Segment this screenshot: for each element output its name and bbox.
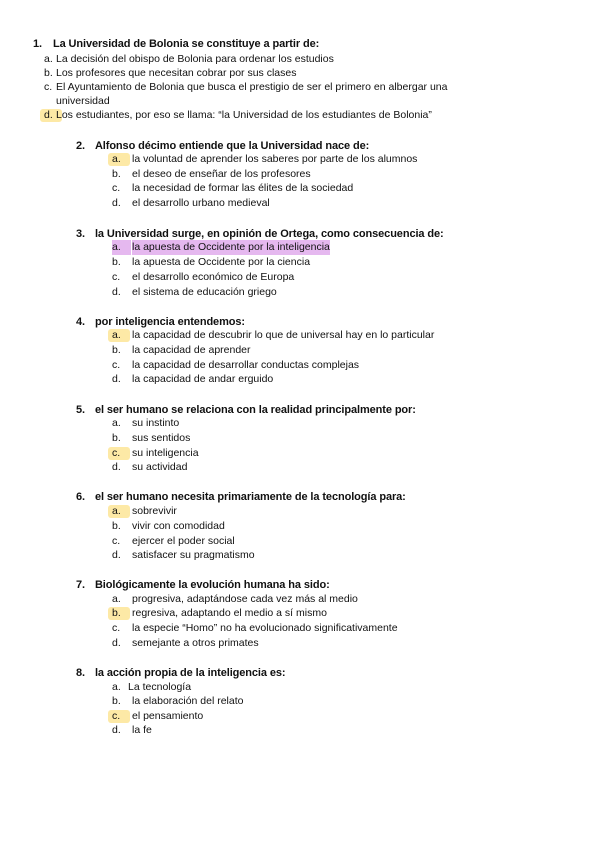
question-7-title: 7. Biológicamente la evolución humana ha sido:: [76, 579, 330, 591]
question-1-title: [33, 37, 319, 51]
question-2-title: 2. Alfonso décimo entiende que la Universidad nace de:: [76, 140, 370, 152]
question-3-title: 3. la Universidad surge, en opinión de Ortega, como consecuencia de:: [76, 228, 444, 240]
exam-page: 1. La Universidad de Bolonia se constituye a partir de: a. La decisión del obispo de Bolonia para ordenar los estudios b. Los profesores que necesitan cobrar por sus clases c. El Ayuntamiento de Bolonia que busca el prestigio de ser el primero en albergar una universidad d. Los estudiantes, por eso se llama: “la Universidad de los estudiantes de Bolonia” 2. Alfonso décimo entiende que la Universidad nace de: a. la voluntad de aprender los saberes por parte de los alumnos b. el deseo de enseñar de los profesores c. la necesidad de formar las élites de la sociedad d. el desarrollo urbano medieval 3. la Universidad surge, en opinión de Ortega, como consecuencia de: a. la apuesta de Occidente por la inteligencia b. la apuesta de Occidente por la ciencia c. el desarrollo económico de Europa d. el sistema de educación griego 4. por inteligencia entendemos: a. la capacidad de descubrir lo que de universal hay en lo particular b. la capacidad de aprender c. la capacidad de desarrollar conductas complejas d. la capacidad de andar erguido 5. el ser humano se relaciona con la realidad principalmente por: a. su instinto b. sus sentidos c. su inteligencia d. su actividad 6. el ser humano necesita primariamente de la tecnología para: a. sobrevivir b. vivir con comodidad c. ejercer el poder social d. satisfacer su pragmatismo 7. Biológicamente la evolución humana ha sido: a. progresiva, adaptándose cada vez más al medio b. regresiva, adaptando el medio a sí mismo c. la especie “Homo” no ha evolucionado significativamente d. semejante a otros primates 8. la acción propia de la inteligencia es: a. La tecnología b. la elaboración del relato c. el pensamiento d. la fe: [33, 38, 448, 736]
question-5-title: 5. el ser humano se relaciona con la realidad principalmente por:: [76, 404, 416, 416]
question-4-title: 4. por inteligencia entendemos:: [76, 316, 245, 328]
question-1-number: 1.: [33, 38, 42, 50]
question-8-title: 8. la acción propia de la inteligencia es:: [76, 667, 286, 679]
question-1-text: La Universidad de Bolonia se constituye a partir de:: [52, 38, 320, 50]
question-6-title: 6. el ser humano necesita primariamente de la tecnología para:: [76, 491, 406, 503]
